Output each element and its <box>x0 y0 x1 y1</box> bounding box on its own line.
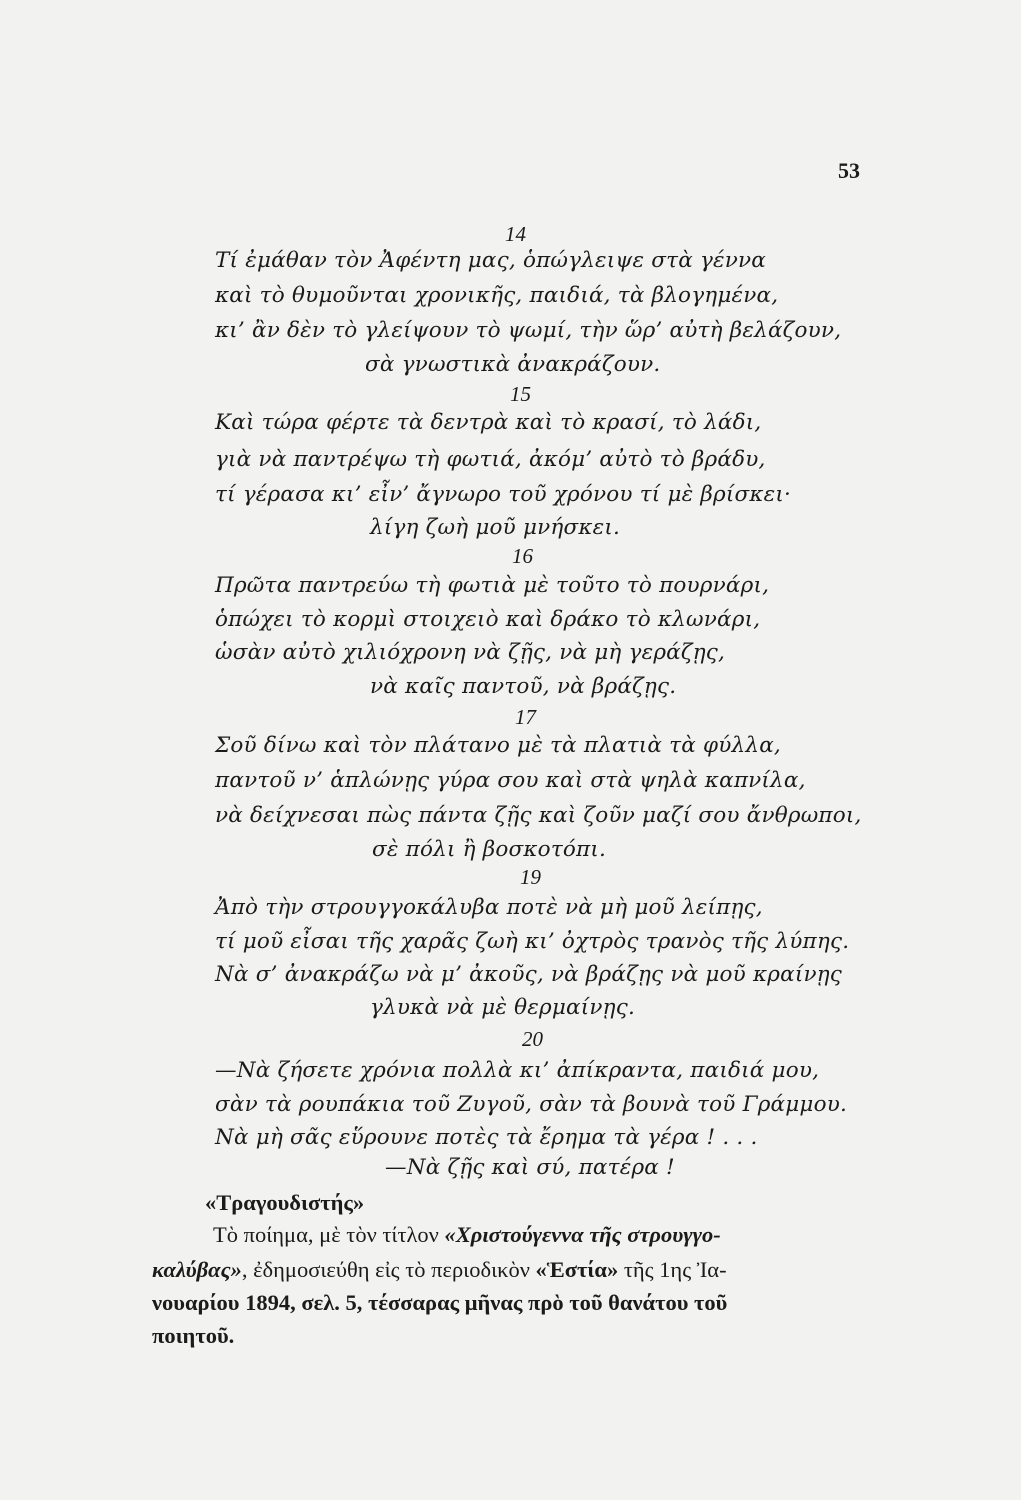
page-number: 53 <box>838 158 860 183</box>
verse-line: λίγη ζωὴ μοῦ μνήσκει. <box>370 515 621 540</box>
verse-line: —Νὰ ζήσετε χρόνια πολλὰ κι’ ἀπίκραντα, παιδιά μου, <box>215 1058 820 1083</box>
verse-line: τί μοῦ εἶσαι τῆς χαρᾶς ζωὴ κι’ ὀχτρὸς τρανὸς τῆς λύπης. <box>215 929 850 954</box>
verse-line: ὁπώχει τὸ κορμὶ στοιχειὸ καὶ δράκο τὸ κλωνάρι, <box>215 607 761 632</box>
verse-line: παντοῦ ν’ ἁπλώνῃς γύρα σου καὶ στὰ ψηλὰ καπνίλα, <box>215 768 806 793</box>
verse-line: Ἀπὸ τὴν στρουγγοκάλυβα ποτὲ νὰ μὴ μοῦ λείπῃς, <box>215 895 763 920</box>
verse-line: γλυκὰ νὰ μὲ θερμαίνῃς. <box>370 995 636 1020</box>
note-line: ποιητοῦ. <box>152 1323 235 1348</box>
verse-line: κι’ ἂν δὲν τὸ γλείψουν τὸ ψωμί, τὴν ὥρ’ αὐτὴ βελάζουν, <box>215 318 842 343</box>
stanza-number: 19 <box>520 865 541 889</box>
note-line <box>152 1257 727 1283</box>
verse-line: γιὰ νὰ παντρέψω τὴ φωτιά, ἀκόμ’ αὐτὸ τὸ βράδυ, <box>215 447 766 472</box>
verse-line: νὰ καῖς παντοῦ, νὰ βράζῃς. <box>370 674 677 699</box>
stanza-number: 20 <box>522 1027 543 1051</box>
verse-line: Πρῶτα παντρεύω τὴ φωτιὰ μὲ τοῦτο τὸ πουρνάρι, <box>215 573 770 598</box>
verse-line: Νὰ σ’ ἀνακράζω νὰ μ’ ἀκοῦς, νὰ βράζῃς νὰ μοῦ κραίνῃς <box>215 962 843 987</box>
note-line: νουαρίου 1894, σελ. 5, τέσσαρας μῆνας πρὸ τοῦ θανάτου τοῦ <box>152 1290 728 1315</box>
verse-line: —Νὰ ζῇς καὶ σύ, πατέρα ! <box>385 1155 675 1180</box>
verse-line: Σοῦ δίνω καὶ τὸν πλάτανο μὲ τὰ πλατιὰ τὰ φύλλα, <box>215 733 781 758</box>
verse-line: νὰ δείχνεσαι πὼς πάντα ζῇς καὶ ζοῦν μαζί σου ἄνθρωποι, <box>215 803 862 828</box>
poem-title-end: καλύβας» <box>152 1257 242 1282</box>
stanza-number: 14 <box>505 222 526 246</box>
note-text: Τὸ ποίημα, μὲ τὸν τίτλον <box>213 1222 445 1247</box>
verse-line: τί γέρασα κι’ εἶν’ ἄγνωρο τοῦ χρόνου τί μὲ βρίσκει· <box>215 482 792 507</box>
note-text: , ἐδημοσιεύθη εἰς τὸ περιοδικὸν <box>241 1257 536 1282</box>
stanza-number: 16 <box>512 544 533 568</box>
note-line <box>213 1222 721 1248</box>
poem-title: «Χριστούγεννα τῆς στρουγγο- <box>444 1222 721 1247</box>
stanza-number: 15 <box>510 382 531 406</box>
verse-line: σὲ πόλι ἢ βοσκοτόπι. <box>372 837 607 862</box>
verse-line: Καὶ τώρα φέρτε τὰ δεντρὰ καὶ τὸ κρασί, τὸ λάδι, <box>215 410 762 435</box>
verse-line: καὶ τὸ θυμοῦνται χρονικῆς, παιδιά, τὰ βλογημένα, <box>215 283 779 308</box>
verse-line: σὰν τὰ ρουπάκια τοῦ Ζυγοῦ, σὰν τὰ βουνὰ τοῦ Γράμμου. <box>215 1092 848 1117</box>
verse-line: Νὰ μὴ σᾶς εὕρουνε ποτὲς τὰ ἔρημα τὰ γέρα ! . . . <box>215 1125 758 1150</box>
note-text: τῆς 1ης Ἰα- <box>618 1257 727 1282</box>
verse-line: σὰ γνωστικὰ ἀνακράζουν. <box>365 352 661 377</box>
verse-line: ὡσὰν αὐτὸ χιλιόχρονη νὰ ζῇς, νὰ μὴ γεράζῃς, <box>215 640 726 665</box>
stanza-number: 17 <box>515 705 536 729</box>
poem-source: «Τραγουδιστής» <box>205 1190 365 1215</box>
verse-line: Τί ἐμάθαν τὸν Ἀφέντη μας, ὁπώγλειψε στὰ γέννα <box>215 248 766 273</box>
periodical-name: «Ἑστία» <box>535 1257 619 1282</box>
